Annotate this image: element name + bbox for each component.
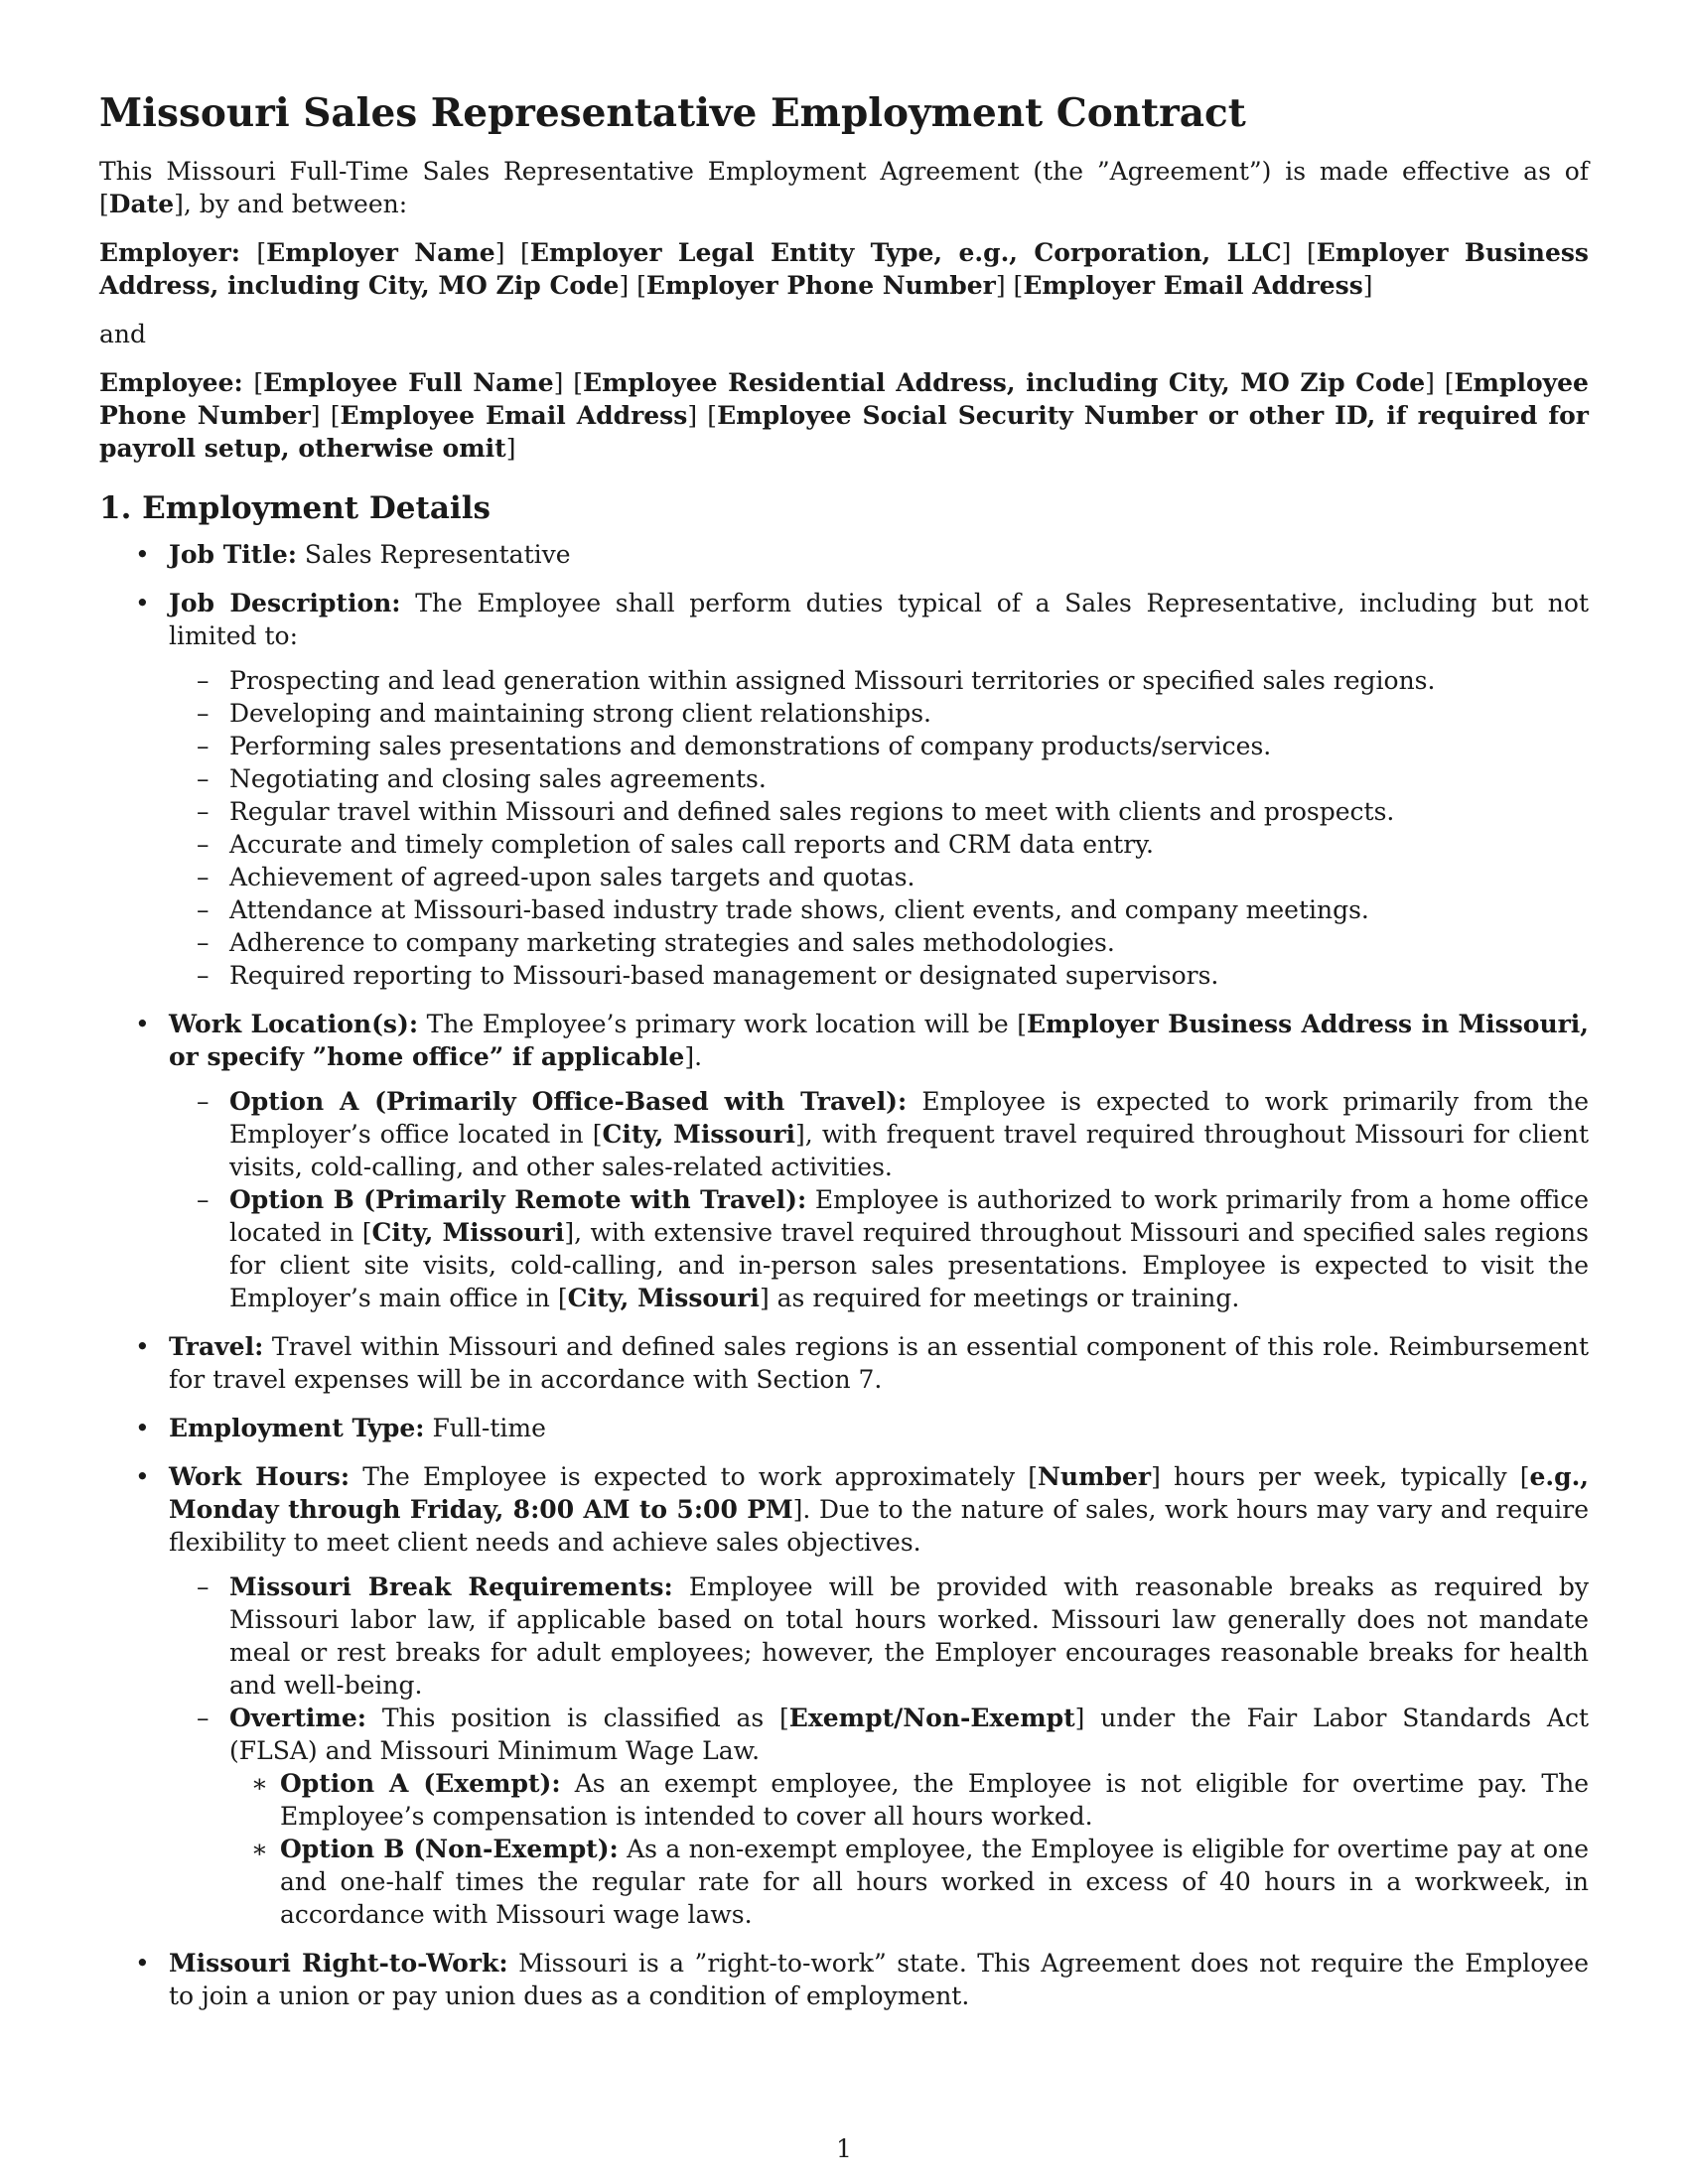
breaks-text: Employee will be provided with reasonable breaks as required by Missouri labor law, if applicable based on total hours worked. Missouri law generally does not mandate meal or rest breaks for adult employees; however, the Employer encourages reasonable breaks for health and well-being. [229, 1572, 1589, 1700]
employment-type-label: Employment Type: [169, 1414, 425, 1442]
schedule-placeholder: e.g., Monday through Friday, 8:00 AM to 5:00 PM [169, 1462, 1589, 1524]
intro-text: This Missouri Full-Time Sales Representative Employment Agreement (the ”Agreement”) is made effective as of [ [99, 157, 1589, 218]
list-item: – Attendance at Missouri-based industry trade shows, client events, and company meetings. [169, 893, 1589, 926]
list-item [99, 1008, 1589, 1314]
list-item [169, 1183, 1589, 1314]
job-title-label: Job Title: [169, 540, 297, 569]
overtime-label: Overtime: [229, 1704, 367, 1732]
document-page [99, 81, 1589, 2028]
work-location-placeholder: Employer Business Address in Missouri, or specify ”home office” if applicable [169, 1010, 1589, 1071]
breaks-label: Missouri Break Requirements: [229, 1572, 673, 1601]
employee-email-field: Employee Email Address [340, 401, 688, 430]
employer-block: Employer: [Employer Name] [Employer Legal Entity Type, e.g., Corporation, LLC] [Employer Business Address, including City, MO Zip Code] [Employer Phone Number] [Employer Email Address] [99, 238, 1589, 300]
document-title: Missouri Sales Representative Employment Contract [99, 90, 1246, 136]
non-exempt-option-label: Option B (Non-Exempt): [280, 1835, 619, 1863]
list-item [99, 1947, 1589, 2012]
employee-id-field: Employee Social Security Number or other ID, if required for payroll setup, otherwise omit [99, 401, 1589, 463]
list-item [99, 538, 1589, 571]
list-item [99, 1330, 1589, 1396]
employee-name-field: Employee Full Name [263, 368, 554, 397]
non-exempt-option-text: As a non-exempt employee, the Employee is eligible for overtime pay at one and one-half times the regular rate for all hours worked in excess of 40 hours in a workweek, in accordance with Missouri wage laws. [280, 1835, 1589, 1929]
employer-email-field: Employer Email Address [1023, 271, 1363, 300]
list-item: – Performing sales presentations and demonstrations of company products/services. [169, 730, 1589, 762]
list-item: – Negotiating and closing sales agreements. [169, 762, 1589, 795]
employer-address-field: Employer Business Address, including City, MO Zip Code [99, 238, 1589, 300]
city-placeholder: City, Missouri [371, 1218, 565, 1247]
work-hours-sublist [169, 1570, 1589, 1931]
page-number: 1 [836, 2134, 852, 2163]
intro-paragraph [99, 155, 1589, 220]
work-hours-text: The Employee is expected to work approximately [ [362, 1462, 1039, 1491]
job-title-value: Sales Representative [304, 540, 571, 569]
list-item [169, 1702, 1589, 1931]
right-to-work-label: Missouri Right-to-Work: [169, 1949, 508, 1978]
employment-type-value: Full-time [432, 1414, 546, 1442]
job-description-label: Job Description: [169, 589, 401, 617]
work-hours-label: Work Hours: [169, 1462, 351, 1491]
list-item: – Adherence to company marketing strategies and sales methodologies. [169, 926, 1589, 959]
date-placeholder: Date [108, 190, 175, 218]
list-item [229, 1767, 1589, 1833]
list-item: – Prospecting and lead generation within assigned Missouri territories or specified sales regions. [169, 664, 1589, 697]
employee-block: Employee: [Employee Full Name] [Employee Residential Address, including City, MO Zip Code] [Employee Phone Number] [Employee Email Address] [Employee Social Security Number or other ID, if required for payroll setup, otherwise omit] [99, 368, 1589, 463]
duties-list [169, 664, 1589, 992]
overtime-options-list [229, 1767, 1589, 1931]
list-item: – Developing and maintaining strong client relationships. [169, 697, 1589, 730]
list-item: – Regular travel within Missouri and defined sales regions to meet with clients and prospects. [169, 795, 1589, 828]
list-item: – Required reporting to Missouri-based management or designated supervisors. [169, 959, 1589, 992]
number-placeholder: Number [1038, 1462, 1152, 1491]
work-location-text: The Employee’s primary work location will be [ [426, 1010, 1027, 1038]
employment-details-list [99, 538, 1589, 2012]
list-item [229, 1833, 1589, 1931]
intro-text-end: ], by and between: [174, 190, 408, 218]
right-to-work-text: Missouri is a ”right-to-work” state. This Agreement does not require the Employee to join a union or pay union dues as a condition of employment. [169, 1949, 1590, 2010]
location-options-list [169, 1085, 1589, 1314]
employer-phone-field: Employer Phone Number [645, 271, 996, 300]
employer-entity-field: Employer Legal Entity Type, e.g., Corporation, LLC [529, 238, 1282, 267]
list-item: – Achievement of agreed-upon sales targets and quotas. [169, 861, 1589, 893]
work-location-label: Work Location(s): [169, 1010, 419, 1038]
employee-address-field: Employee Residential Address, including City, MO Zip Code [583, 368, 1426, 397]
list-item: – Accurate and timely completion of sales call reports and CRM data entry. [169, 828, 1589, 861]
overtime-text-end: ] under the Fair Labor Standards Act (FLSA) and Missouri Minimum Wage Law. [229, 1704, 1590, 1765]
list-item [169, 1085, 1589, 1183]
employer-label: Employer: [99, 238, 240, 267]
option-b-label: Option B (Primarily Remote with Travel): [229, 1185, 807, 1214]
option-a-text-end: ], with frequent travel required throughout Missouri for client visits, cold-calling, and other sales-related activities. [229, 1120, 1589, 1181]
exempt-option-text: As an exempt employee, the Employee is not eligible for overtime pay. The Employee’s compensation is intended to cover all hours worked. [280, 1769, 1589, 1831]
option-a-label: Option A (Primarily Office-Based with Travel): [229, 1087, 908, 1116]
employee-label: Employee: [99, 368, 243, 397]
exempt-option-label: Option A (Exempt): [280, 1769, 561, 1798]
job-description-text: The Employee shall perform duties typical of a Sales Representative, including but not limited to: [169, 589, 1589, 650]
overtime-text: This position is classified as [ [381, 1704, 789, 1732]
travel-label: Travel: [169, 1332, 264, 1361]
employer-name-field: Employer Name [266, 238, 495, 267]
list-item [169, 1570, 1589, 1702]
list-item [99, 587, 1589, 992]
list-item [99, 1412, 1589, 1444]
option-b-text-end: ] as required for meetings or training. [759, 1284, 1240, 1312]
city-placeholder: City, Missouri [602, 1120, 796, 1149]
option-b-text-mid: ], with extensive travel required throughout Missouri and specified sales regions for client site visits, cold-calling, and in-person sales presentations. Employee is expected to visit the Employer’s main office in [ [229, 1218, 1589, 1312]
work-hours-text-end: ]. Due to the nature of sales, work hours may vary and require flexibility to meet client needs and achieve sales objectives. [169, 1495, 1589, 1557]
city-placeholder: City, Missouri [567, 1284, 760, 1312]
employee-phone-field: Employee Phone Number [99, 368, 1589, 430]
work-hours-text-mid: ] hours per week, typically [ [1151, 1462, 1530, 1491]
work-location-end: ]. [684, 1042, 703, 1071]
travel-text: Travel within Missouri and defined sales regions is an essential component of this role. Reimbursement for travel expenses will be in accordance with Section 7. [169, 1332, 1589, 1394]
and-text: and [99, 320, 147, 348]
option-a-text: Employee is expected to work primarily from the Employer’s office located in [ [229, 1087, 1589, 1149]
option-b-text: Employee is authorized to work primarily from a home office located in [ [229, 1185, 1589, 1247]
list-item [99, 1460, 1589, 1931]
exempt-status-placeholder: Exempt/Non-Exempt [788, 1704, 1075, 1732]
section-heading: 1. Employment Details [99, 490, 491, 526]
